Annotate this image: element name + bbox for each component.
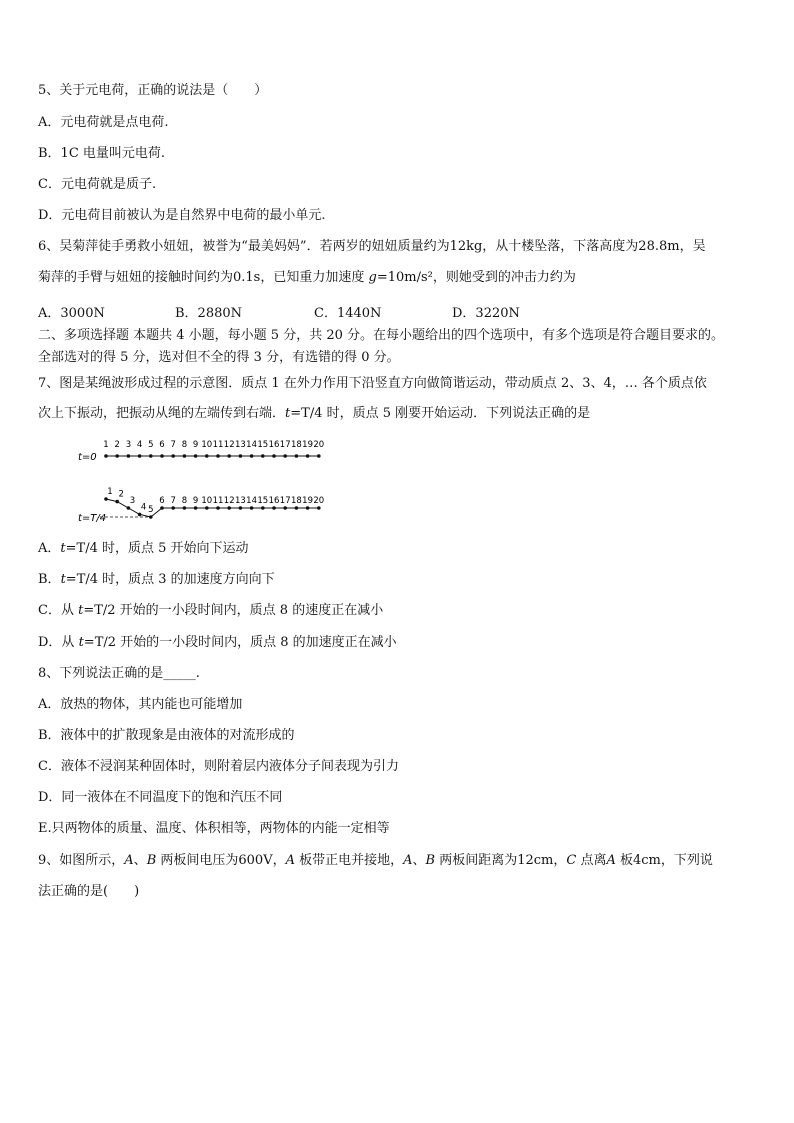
q8-option-d: D．同一液体在不同温度下的饱和汽压不同 xyxy=(38,790,283,805)
q7-option-letter: B． xyxy=(38,572,61,587)
q7-option-text: =T/2 开始的一小段时间内，质点 8 的加速度正在减小 xyxy=(83,635,397,650)
particle-label: 16 xyxy=(268,440,280,450)
particle-label: 14 xyxy=(246,496,258,506)
q8-option-c: C．液体不浸润某种固体时，则附着层内液体分子间表现为引力 xyxy=(38,759,399,774)
q9-var: A xyxy=(285,853,295,868)
q5-stem: 5、关于元电荷，正确的说法是（ ） xyxy=(38,83,268,98)
particle-label: 7 xyxy=(170,496,176,506)
q9-var: A xyxy=(606,853,616,868)
q7-option-a xyxy=(38,541,760,557)
particle-dot xyxy=(306,506,310,510)
particle-label: 3 xyxy=(129,496,136,506)
particle-dot xyxy=(194,506,198,510)
q9-text: 、 xyxy=(412,853,426,868)
q7-option-c xyxy=(38,603,760,619)
particle-dot xyxy=(205,506,209,510)
q7-stem-line1: 7、图是某绳波形成过程的示意图．质点 1 在外力作用下沿竖直方向做简谐运动，带动质点 2、3、4，… 各个质点依 xyxy=(38,376,707,391)
q6-stem-text: 菊萍的手臂与妞妞的接触时间约为0.1s，已知重力加速度 xyxy=(38,270,369,285)
particle-label: 12 xyxy=(223,440,235,450)
particle-dot xyxy=(295,454,299,458)
particle-dot xyxy=(138,454,142,458)
particle-dot xyxy=(227,506,231,510)
q5-option-c: C．元电荷就是质子. xyxy=(38,177,157,192)
q7-var-t: t xyxy=(285,406,291,421)
particle-dot xyxy=(261,454,265,458)
particle-dot xyxy=(104,497,108,501)
particle-dot xyxy=(171,506,175,510)
particle-dot xyxy=(115,500,119,504)
q6-option-d: D．3220N xyxy=(452,306,520,321)
q9-text: 两板间电压为600V， xyxy=(156,853,286,868)
q9-text: 、 xyxy=(133,853,147,868)
particle-label: 1 xyxy=(107,487,113,497)
q9-var: A xyxy=(124,853,134,868)
particle-label: 18 xyxy=(290,496,302,506)
particle-label: 15 xyxy=(257,440,269,450)
time-label-t-quarter: t=T/4 xyxy=(78,513,107,524)
particle-dot xyxy=(205,454,209,458)
section2-line2: 全部选对的得 5 分，选对但不全的得 3 分，有选错的得 0 分。 xyxy=(38,350,400,365)
q7-option-text: =T/4 时，质点 3 的加速度方向向下 xyxy=(65,572,275,587)
q9-text: 板4cm，下列说 xyxy=(615,853,713,868)
q9-var: A xyxy=(403,853,413,868)
particle-label: 10 xyxy=(201,496,213,506)
particle-dot xyxy=(115,454,119,458)
q7-stem-text: =T/4 时，质点 5 刚要开始运动．下列说法正确的是 xyxy=(290,406,591,421)
particle-dot xyxy=(295,506,299,510)
q7-option-text: =T/4 时，质点 5 开始向下运动 xyxy=(65,541,249,556)
particle-label: 4 xyxy=(136,440,143,450)
q6-stem-text: =10m/s²，则她受到的冲击力约为 xyxy=(376,270,576,285)
particle-label: 20 xyxy=(313,440,325,450)
q6-options xyxy=(38,302,760,321)
q9-text: 两板间距离为12cm， xyxy=(435,853,567,868)
q9-var: C xyxy=(566,853,577,868)
q7-stem-line2 xyxy=(38,406,760,422)
q5-option-b: B．1C 电量叫元电荷. xyxy=(38,146,166,161)
particle-label: 9 xyxy=(192,496,199,506)
particle-label: 1 xyxy=(103,440,109,450)
section2-line1: 二、多项选择题 本题共 4 小题，每小题 5 分，共 20 分。在每小题给出的四个选项中，有多个选项是符合题目要求的。 xyxy=(38,328,725,343)
particle-dot xyxy=(272,454,276,458)
q7-var-t: t xyxy=(78,603,84,618)
particle-label: 14 xyxy=(246,440,258,450)
particle-label: 11 xyxy=(212,496,224,506)
q7-option-text: =T/2 开始的一小段时间内，质点 8 的速度正在减小 xyxy=(83,603,384,618)
q7-var-t: t xyxy=(78,635,84,650)
particle-dot xyxy=(216,454,220,458)
particle-dot xyxy=(317,506,321,510)
q9-text: 板带正电并接地， xyxy=(294,853,404,868)
q9-var: B xyxy=(425,853,436,868)
particle-dot xyxy=(127,454,131,458)
particle-dot xyxy=(149,515,153,519)
particle-dot xyxy=(261,506,265,510)
q5-option-d: D．元电荷目前被认为是自然界中电荷的最小单元. xyxy=(38,208,326,223)
q9-stem-line2: 法正确的是( ) xyxy=(38,884,140,899)
particle-dot xyxy=(104,454,108,458)
q8-option-b: B．液体中的扩散现象是由液体的对流形成的 xyxy=(38,728,295,743)
particle-dot xyxy=(183,454,187,458)
q6-var-g: g xyxy=(368,270,377,285)
particle-dot xyxy=(160,454,164,458)
wave-row-t-quarter xyxy=(78,487,324,524)
particle-label: 9 xyxy=(192,440,199,450)
particle-label: 4 xyxy=(140,502,147,513)
q7-option-d xyxy=(38,635,760,651)
q7-var-t: t xyxy=(60,541,66,556)
q5-option-a: A．元电荷就是点电荷. xyxy=(38,115,169,130)
q7-option-letter: D．从 xyxy=(38,635,79,650)
particle-dot xyxy=(239,454,243,458)
particle-dot xyxy=(250,454,254,458)
particle-label: 8 xyxy=(181,440,188,450)
particle-label: 17 xyxy=(279,440,291,450)
particle-label: 5 xyxy=(148,505,154,515)
particle-label: 19 xyxy=(302,440,314,450)
particle-label: 20 xyxy=(313,496,325,506)
particle-label: 15 xyxy=(257,496,269,506)
q9-text: 9、如图所示， xyxy=(38,853,125,868)
q9-stem-line1 xyxy=(38,853,760,869)
rope-wave-figure xyxy=(70,433,340,528)
particle-dot xyxy=(138,513,142,517)
particle-label: 11 xyxy=(212,440,224,450)
particle-label: 8 xyxy=(181,496,188,506)
q6-option-a: A．3000N xyxy=(38,306,105,321)
particle-dot xyxy=(127,506,131,510)
q6-option-c: C．1440N xyxy=(314,306,382,321)
particle-label: 16 xyxy=(268,496,280,506)
particle-label: 13 xyxy=(234,440,246,450)
particle-dot xyxy=(306,454,310,458)
time-label-t0: t=0 xyxy=(78,452,97,463)
q6-option-b: B．2880N xyxy=(175,306,243,321)
particle-dot xyxy=(183,506,187,510)
particle-dot xyxy=(216,506,220,510)
q7-stem-text: 次上下振动，把振动从绳的左端传到右端． xyxy=(38,406,286,421)
particle-dot xyxy=(283,506,287,510)
particle-label: 18 xyxy=(290,440,302,450)
q9-text: 点离 xyxy=(576,853,607,868)
q8-stem: 8、下列说法正确的是_____. xyxy=(38,666,200,681)
particle-label: 2 xyxy=(118,489,124,500)
particle-dot xyxy=(272,506,276,510)
particle-dot xyxy=(250,506,254,510)
particle-dot xyxy=(227,454,231,458)
particle-dot xyxy=(171,454,175,458)
particle-label: 6 xyxy=(159,496,165,506)
particle-label: 13 xyxy=(234,496,246,506)
particle-label: 2 xyxy=(114,440,120,450)
particle-label: 12 xyxy=(223,496,235,506)
particle-label: 6 xyxy=(159,440,165,450)
particle-dot xyxy=(239,506,243,510)
q9-var: B xyxy=(146,853,157,868)
q8-option-e: E.只两物体的质量、温度、体积相等，两物体的内能一定相等 xyxy=(38,821,390,836)
q7-option-letter: C．从 xyxy=(38,603,79,618)
q7-option-letter: A． xyxy=(38,541,61,556)
particle-dot xyxy=(317,454,321,458)
particle-label: 7 xyxy=(170,440,176,450)
q6-stem-line2 xyxy=(38,270,760,286)
particle-dot xyxy=(149,454,153,458)
particle-dot xyxy=(283,454,287,458)
particle-label: 19 xyxy=(302,496,314,506)
particle-label: 10 xyxy=(201,440,213,450)
q7-var-t: t xyxy=(60,572,66,587)
particle-dot xyxy=(194,454,198,458)
particle-dot xyxy=(160,506,164,510)
particle-label: 17 xyxy=(279,496,291,506)
q7-option-b xyxy=(38,572,760,588)
wave-row-t0 xyxy=(78,440,324,463)
particle-label: 3 xyxy=(125,440,132,450)
q6-stem-line1: 6、吴菊萍徒手勇救小妞妞，被誉为“最美妈妈”．若两岁的妞妞质量约为12kg，从十楼坠落，下落高度为28.8m，吴 xyxy=(38,239,706,254)
q8-option-a: A．放热的物体，其内能也可能增加 xyxy=(38,697,243,712)
particle-label: 5 xyxy=(148,440,154,450)
